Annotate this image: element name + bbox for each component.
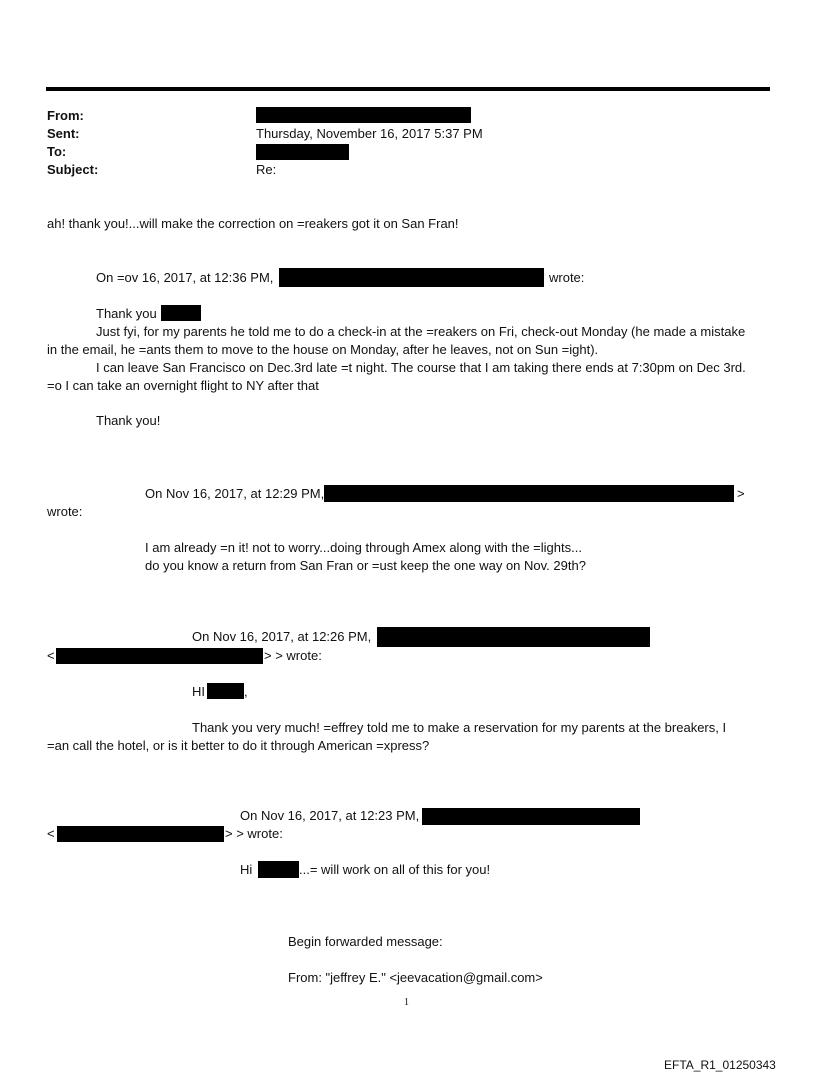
quote2-intro: On Nov 16, 2017, at 12:29 PM,: [145, 486, 325, 501]
sent-label: Sent:: [47, 126, 80, 141]
quote1-intro: On =ov 16, 2017, at 12:36 PM,: [96, 270, 274, 285]
redacted-to-address: [256, 144, 349, 160]
quote3-addr-open: <: [47, 648, 55, 663]
redacted-address-3: [56, 648, 263, 664]
quote4-greeting: Hi: [240, 862, 253, 877]
redacted-sender-3: [377, 627, 650, 647]
header-rule: [46, 87, 770, 91]
quote1-para1-line1: Just fyi, for my parents he told me to do a check-in at the =reakers on Fri, check-out Monday (he made a mistake: [96, 324, 746, 339]
quote3-body-line1: Thank you very much! =effrey told me to make a reservation for my parents at the breakers, I: [192, 720, 727, 735]
footer-document-id: EFTA_R1_01250343: [664, 1058, 776, 1072]
to-label: To:: [47, 144, 67, 159]
forwarded-begin: Begin forwarded message:: [288, 934, 443, 949]
quote4-wrote: > > wrote:: [225, 826, 283, 841]
redacted-sender-2: [324, 485, 734, 502]
redacted-sender-1: [279, 268, 544, 287]
quote2-line2: do you know a return from San Fran or =ust keep the one way on Nov. 29th?: [145, 558, 586, 573]
quote2-intro-tail: >: [737, 486, 745, 501]
subject-label: Subject:: [47, 162, 99, 177]
quote1-para1-line2: in the email, he =ants them to move to the house on Monday, after he leaves, not on Sun =ight).: [47, 342, 599, 357]
redacted-name-3: [207, 683, 244, 699]
quote3-intro: On Nov 16, 2017, at 12:26 PM,: [192, 629, 372, 644]
redacted-from-address: [256, 107, 471, 123]
quote1-closing: Thank you!: [96, 413, 161, 428]
quote3-wrote: > > wrote:: [264, 648, 322, 663]
redacted-name-4: [258, 861, 299, 878]
quote3-body-line2: =an call the hotel, or is it better to do it through American =xpress?: [47, 738, 430, 753]
redacted-address-4: [57, 826, 224, 842]
quote3-greeting-tail: ,: [244, 684, 248, 699]
sent-value: Thursday, November 16, 2017 5:37 PM: [256, 126, 483, 141]
quote4-intro: On Nov 16, 2017, at 12:23 PM,: [240, 808, 420, 823]
reply-body: ah! thank you!...will make the correction on =reakers got it on San Fran!: [47, 216, 459, 231]
forwarded-from-line: From: "jeffrey E." <jeevacation@gmail.com>: [288, 970, 543, 985]
quote1-greeting: Thank you: [96, 306, 157, 321]
quote4-greeting-tail: ...= will work on all of this for you!: [299, 862, 491, 877]
redacted-name-1: [161, 305, 201, 321]
quote1-para2-line2: =o I can take an overnight flight to NY after that: [47, 378, 319, 393]
quote3-greeting: HI: [192, 684, 205, 699]
page-number: 1: [404, 997, 409, 1008]
quote2-wrote: wrote:: [47, 504, 83, 519]
quote2-line1: I am already =n it! not to worry...doing through Amex along with the =lights...: [145, 540, 582, 555]
redacted-sender-4: [422, 808, 640, 825]
subject-value: Re:: [256, 162, 277, 177]
quote4-addr-open: <: [47, 826, 55, 841]
from-label: From:: [47, 108, 84, 123]
quote1-para2-line1: I can leave San Francisco on Dec.3rd late =t night. The course that I am taking there ends at 7:30pm on Dec 3rd.: [96, 360, 746, 375]
quote1-wrote: wrote:: [549, 270, 585, 285]
